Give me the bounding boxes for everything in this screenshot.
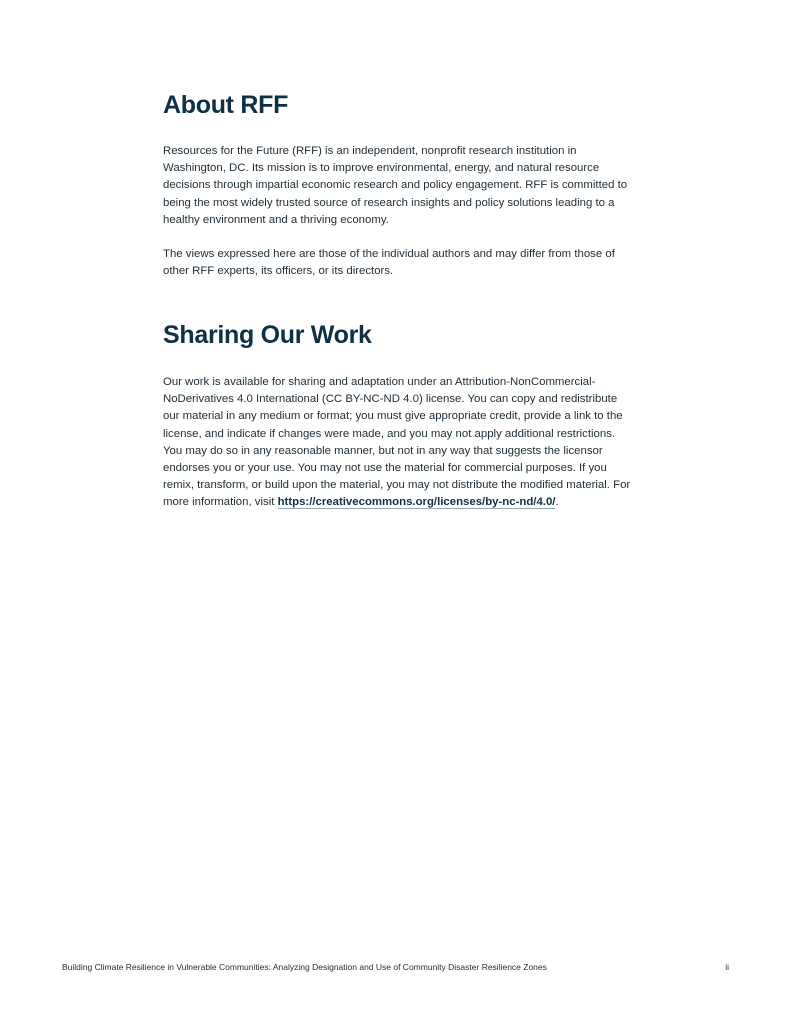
footer-title: Building Climate Resilience in Vulnerable Communities: Analyzing Designation and Use of Community Disaster Resilience Zones: [62, 962, 547, 972]
about-paragraph-2: The views expressed here are those of the individual authors and may differ from those of other RFF experts, its officers, or its directors.: [163, 248, 615, 278]
sharing-heading: Sharing Our Work: [163, 321, 372, 349]
license-link[interactable]: https://creativecommons.org/licenses/by-nc-nd/4.0/: [277, 496, 556, 509]
page-footer: [62, 962, 729, 976]
sharing-paragraph: [163, 374, 633, 512]
page-number: ii: [725, 962, 729, 972]
sharing-paragraph-text: Our work is available for sharing and adaptation under an Attribution-NonCommercial-NoDerivatives 4.0 International (CC BY-NC-ND 4.0) license. You can copy and redistribute our material in any medium or format; you must give appropriate credit, provide a link to the license, and indicate if changes were made, and you may not apply additional restrictions. You may do so in any reasonable manner, but not in any way that suggests the licensor endorses you or your use. You may not use the material for commercial purposes. If you remix, transform, or build upon the material, you may not distribute the modified material. For more information, visit: [163, 376, 631, 509]
about-heading: About RFF: [163, 91, 289, 119]
sharing-paragraph-end: .: [555, 496, 559, 509]
about-paragraph-1: Resources for the Future (RFF) is an independent, nonprofit research institution in Washington, DC. Its mission is to improve environmental, energy, and natural resource decisions through impartial economic research and policy engagement. RFF is committed to being the most widely trusted source of research insights and policy solutions leading to a healthy environment and a thriving economy.: [163, 145, 628, 226]
